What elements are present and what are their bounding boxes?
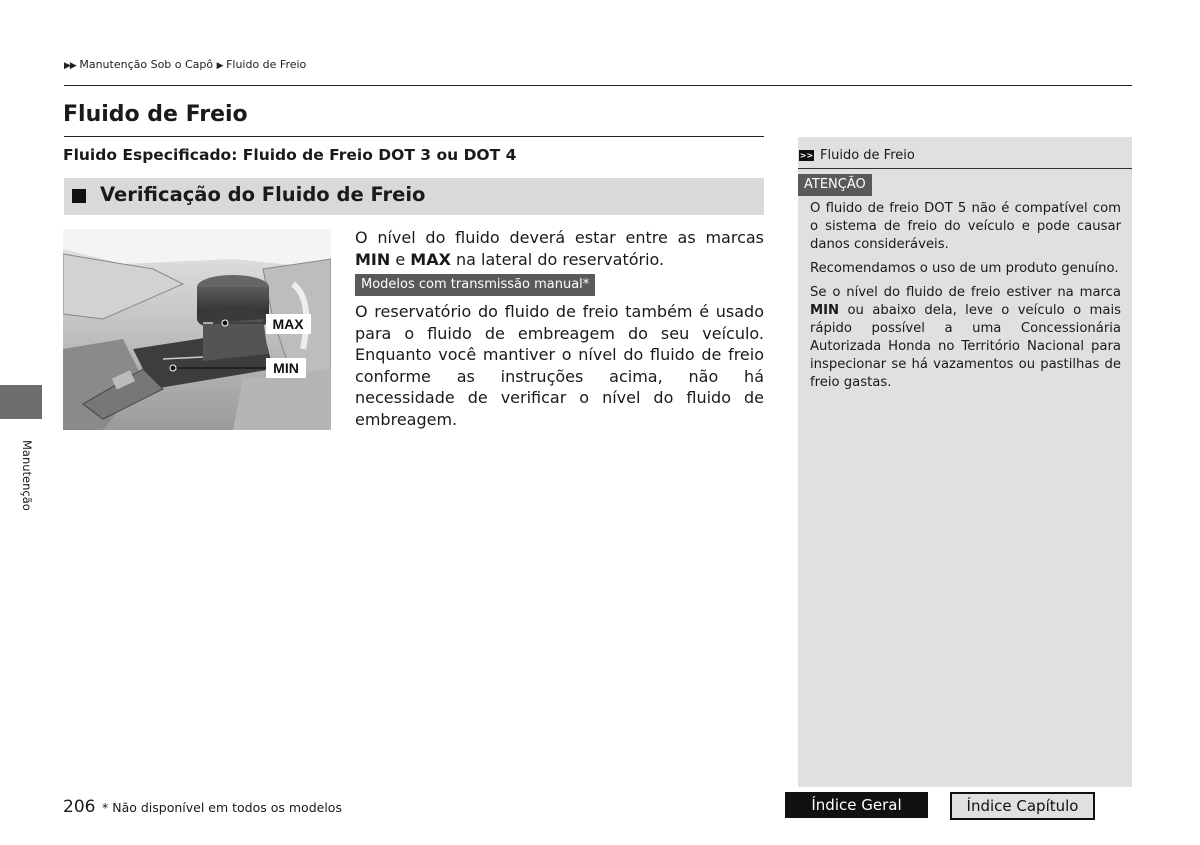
text-run: na lateral do reservatório.	[450, 249, 665, 269]
double-arrow-icon: ▶▶	[64, 61, 76, 71]
chapter-index-button[interactable]: Índice Capítulo	[950, 792, 1095, 820]
chapter-tab-label: Manutenção	[20, 440, 34, 511]
side-notes-divider	[798, 168, 1132, 169]
text-run: Se o nível do fluido de freio estiver na marca	[810, 285, 1121, 300]
side-notes-header	[798, 146, 1132, 168]
clutch-fluid-paragraph: O reservatório do fluido de freio também é usado para o fluido de embreagem do seu veículo. Enquanto você mantiver o nível do fluido de freio conforme as instruções acima, não há necessidade de verificar o nível do fluido de embreagem.	[355, 302, 764, 429]
arrow-right-icon: ▶	[216, 61, 223, 71]
double-chevron-icon: >>	[799, 151, 814, 160]
text-run: e	[390, 249, 411, 269]
section-heading: Verificação do Fluido de Freio	[100, 183, 426, 206]
page-number: 206	[63, 797, 96, 817]
section-heading-bar	[64, 178, 764, 215]
breadcrumb-current: Fluido de Freio	[226, 58, 307, 71]
min-level-advice-text	[810, 284, 1121, 392]
max-mark-label: MAX	[272, 316, 304, 332]
breadcrumb	[64, 58, 306, 71]
brake-reservoir-photo	[63, 229, 331, 430]
chapter-tab[interactable]	[0, 385, 42, 419]
specified-fluid-line: Fluido Especificado: Fluido de Freio DOT 3 ou DOT 4	[63, 146, 517, 164]
genuine-product-text: Recomendamos o uso de um produto genuíno.	[810, 261, 1119, 276]
min-mark-label: MIN	[273, 360, 299, 376]
square-bullet-icon	[72, 189, 86, 203]
manual-transmission-tag: Modelos com transmissão manual*	[355, 274, 595, 296]
page-title: Fluido de Freio	[63, 102, 248, 127]
text-run: O nível do fluido deverá estar entre as marcas	[355, 228, 764, 247]
header-divider	[64, 85, 1132, 86]
title-divider	[64, 136, 764, 137]
footnote: * Não disponível em todos os modelos	[102, 800, 342, 815]
min-keyword: MIN	[810, 303, 840, 318]
general-index-button[interactable]: Índice Geral	[785, 792, 928, 818]
side-notes-title: Fluido de Freio	[820, 148, 915, 163]
max-keyword: MAX	[410, 249, 451, 269]
text-run: ou abaixo dela, leve o veículo o mais rápido possível a uma Concessionária Autorizada Honda no Território Nacional para inspecionar se há vazamentos ou pastilhas de freio gastas.	[810, 303, 1121, 390]
breadcrumb-link-manutencao[interactable]: Manutenção Sob o Capô	[79, 58, 214, 71]
dot5-warning-text: O fluido de freio DOT 5 não é compatível com o sistema de freio do veículo e pode causar danos consideráveis.	[810, 201, 1121, 252]
min-keyword: MIN	[355, 249, 391, 269]
attention-label: ATENÇÃO	[798, 174, 872, 196]
level-instruction-paragraph	[355, 227, 764, 270]
